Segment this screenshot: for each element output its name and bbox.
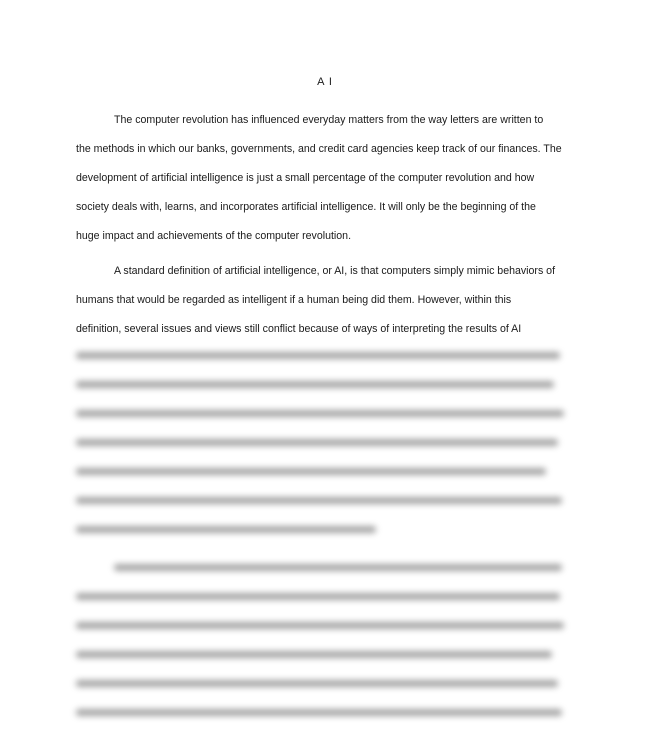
blurred-line <box>76 497 562 504</box>
blurred-line <box>76 622 564 629</box>
paragraph-line: definition, several issues and views still conflict because of ways of interpreting the results of AI <box>76 323 522 335</box>
paragraph-line: development of artificial intelligence is just a small percentage of the computer revolution and how <box>76 172 535 184</box>
blurred-line <box>76 439 558 446</box>
blurred-line <box>76 526 376 533</box>
paragraph-line: A standard definition of artificial intelligence, or AI, is that computers simply mimic behaviors of <box>114 265 556 277</box>
blurred-line <box>76 709 562 716</box>
blurred-line <box>76 352 560 359</box>
paragraph-line: The computer revolution has influenced everyday matters from the way letters are written to <box>114 114 544 126</box>
blurred-line <box>76 468 546 475</box>
paragraph-line: the methods in which our banks, governments, and credit card agencies keep track of our finances. The <box>76 143 562 155</box>
paragraph-1 <box>76 106 576 251</box>
blurred-line <box>76 651 552 658</box>
blurred-line <box>114 564 562 571</box>
paragraph-2 <box>76 257 576 344</box>
paragraph-line: society deals with, learns, and incorporates artificial intelligence. It will only be the beginning of the <box>76 201 536 213</box>
blurred-line <box>76 680 558 687</box>
blurred-text-region <box>76 340 576 740</box>
document-title: A I <box>317 76 333 88</box>
paragraph-line: huge impact and achievements of the computer revolution. <box>76 230 352 242</box>
paragraph-line: humans that would be regarded as intelligent if a human being did them. However, within this <box>76 294 512 306</box>
blurred-line <box>76 381 554 388</box>
blurred-line <box>76 410 564 417</box>
blurred-line <box>76 593 560 600</box>
